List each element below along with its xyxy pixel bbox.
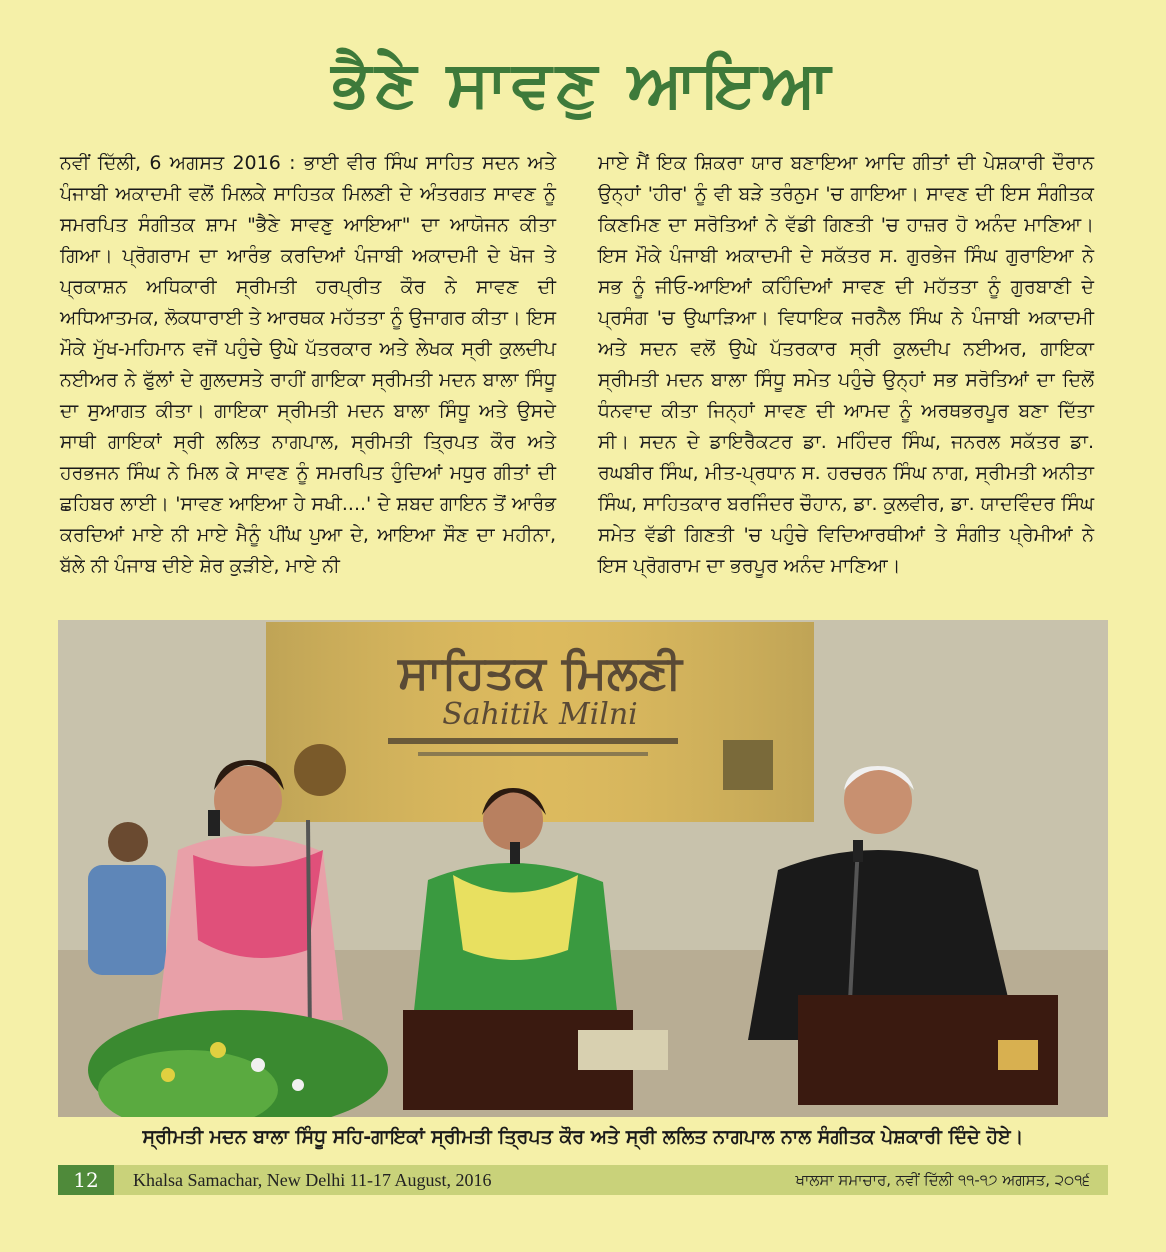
- footer-english-text: Khalsa Samachar, New Delhi 11-17 August, 2016: [133, 1170, 492, 1190]
- photo-caption: ਸ੍ਰੀਮਤੀ ਮਦਨ ਬਾਲਾ ਸਿੰਧੂ ਸਹਿ-ਗਾਇਕਾਂ ਸ੍ਰੀਮਤੀ ਤ੍ਰਿਪਤ ਕੌਰ ਅਤੇ ਸ੍ਰੀ ਲਲਿਤ ਨਾਗਪਾਲ ਨਾਲ ਸੰਗੀਤਕ ਪੇਸ਼ਕਾਰੀ ਦਿੰਦੇ ਹੋਏ।: [142, 1126, 1024, 1148]
- banner-subtitle: Sahitik Milni: [442, 697, 638, 732]
- event-photo: [58, 620, 1108, 1117]
- footer-punjabi-text: ਖਾਲਸਾ ਸਮਾਚਾਰ, ਨਵੀਂ ਦਿੱਲੀ ੧੧-੧੭ ਅਗਸਤ, ੨੦੧੬: [795, 1171, 1090, 1189]
- banner-title: ਸਾਹਿਤਕ ਮਿਲਣੀ: [398, 645, 682, 699]
- article-column-left: ਨਵੀਂ ਦਿੱਲੀ, 6 ਅਗਸਤ 2016 : ਭਾਈ ਵੀਰ ਸਿੰਘ ਸਾਹਿਤ ਸਦਨ ਅਤੇ ਪੰਜਾਬੀ ਅਕਾਦਮੀ ਵਲੋਂ ਮਿਲਕੇ ਸਾਹਿਤਕ ਮਿਲਣੀ ਦੇ ਅੰਤਰਗਤ ਸਾਵਣ ਨੂੰ ਸਮਰਪਿਤ ਸੰਗੀਤਕ ਸ਼ਾਮ "ਭੈਣੇ ਸਾਵਣੁ ਆਇਆ" ਦਾ ਆਯੋਜਨ ਕੀਤਾ ਗਿਆ। ਪ੍ਰੋਗਰਾਮ ਦਾ ਆਰੰਭ ਕਰਦਿਆਂ ਪੰਜਾਬੀ ਅਕਾਦਮੀ ਦੇ ਖੋਜ ਤੇ ਪ੍ਰਕਾਸ਼ਨ ਅਧਿਕਾਰੀ ਸ੍ਰੀਮਤੀ ਹਰਪ੍ਰੀਤ ਕੌਰ ਨੇ ਸਾਵਣ ਦੀ ਅਧਿਆਤਮਕ, ਲੋਕਧਾਰਾਈ ਤੇ ਆਰਥਕ ਮਹੱਤਤਾ ਨੂੰ ਉਜਾਗਰ ਕੀਤਾ। ਇਸ ਮੌਕੇ ਮੁੱਖ-ਮਹਿਮਾਨ ਵਜੋਂ ਪਹੁੰਚੇ ਉਘੇ ਪੱਤਰਕਾਰ ਅਤੇ ਲੇਖਕ ਸ੍ਰੀ ਕੁਲਦੀਪ ਨਈਅਰ ਨੇ ਫੁੱਲਾਂ ਦੇ ਗੁਲਦਸਤੇ ਰਾਹੀਂ ਗਾਇਕਾ ਸ੍ਰੀਮਤੀ ਮਦਨ ਬਾਲਾ ਸਿੰਧੂ ਦਾ ਸੁਆਗਤ ਕੀਤਾ। ਗਾਇਕਾ ਸ੍ਰੀਮਤੀ ਮਦਨ ਬਾਲਾ ਸਿੰਧੂ ਅਤੇ ਉਸਦੇ ਸਾਥੀ ਗਾਇਕਾਂ ਸ੍ਰੀ ਲਲਿਤ ਨਾਗਪਾਲ, ਸ੍ਰੀਮਤੀ ਤ੍ਰਿਪਤ ਕੌਰ ਅਤੇ ਹਰਭਜਨ ਸਿੰਘ ਨੇ ਮਿਲ ਕੇ ਸਾਵਣ ਨੂੰ ਸਮਰਪਿਤ ਹੁੰਦਿਆਂ ਮਧੁਰ ਗੀਤਾਂ ਦੀ ਛਹਿਬਰ ਲਾਈ। 'ਸਾਵਣ ਆਇਆ ਹੇ ਸਖੀ....' ਦੇ ਸ਼ਬਦ ਗਾਇਨ ਤੋਂ ਆਰੰਭ ਕਰਦਿਆਂ ਮਾਏ ਨੀ ਮਾਏ ਮੈਨੂੰ ਪੀਂਘ ਪੁਆ ਦੇ, ਆਇਆ ਸੌਣ ਦਾ ਮਹੀਨਾ, ਬੱਲੇ ਨੀ ਪੰਜਾਬ ਦੀਏ ਸ਼ੇਰ ਕੁੜੀਏ, ਮਾਏ ਨੀ: [60, 152, 556, 577]
- article-column-right: ਮਾਏ ਮੈਂ ਇਕ ਸ਼ਿਕਰਾ ਯਾਰ ਬਣਾਇਆ ਆਦਿ ਗੀਤਾਂ ਦੀ ਪੇਸ਼ਕਾਰੀ ਦੌਰਾਨ ਉਨ੍ਹਾਂ 'ਹੀਰ' ਨੂੰ ਵੀ ਬੜੇ ਤਰੰਨੁਮ 'ਚ ਗਾਇਆ। ਸਾਵਣ ਦੀ ਇਸ ਸੰਗੀਤਕ ਕਿਣਮਿਣ ਦਾ ਸਰੋਤਿਆਂ ਨੇ ਵੱਡੀ ਗਿਣਤੀ 'ਚ ਹਾਜ਼ਰ ਹੋ ਅਨੰਦ ਮਾਣਿਆ। ਇਸ ਮੌਕੇ ਪੰਜਾਬੀ ਅਕਾਦਮੀ ਦੇ ਸਕੱਤਰ ਸ. ਗੁਰਭੇਜ ਸਿੰਘ ਗੁਰਾਇਆ ਨੇ ਸਭ ਨੂੰ ਜੀਓ-ਆਇਆਂ ਕਹਿੰਦਿਆਂ ਸਾਵਣ ਦੀ ਮਹੱਤਤਾ ਨੂੰ ਗੁਰਬਾਣੀ ਦੇ ਪ੍ਰਸੰਗ 'ਚ ਉਘਾੜਿਆ। ਵਿਧਾਇਕ ਜਰਨੈਲ ਸਿੰਘ ਨੇ ਪੰਜਾਬੀ ਅਕਾਦਮੀ ਅਤੇ ਸਦਨ ਵਲੋਂ ਉਘੇ ਪੱਤਰਕਾਰ ਸ੍ਰੀ ਕੁਲਦੀਪ ਨਈਅਰ, ਗਾਇਕਾ ਸ੍ਰੀਮਤੀ ਮਦਨ ਬਾਲਾ ਸਿੰਧੂ ਸਮੇਤ ਪਹੁੰਚੇ ਉਨ੍ਹਾਂ ਸਭ ਸਰੋਤਿਆਂ ਦਾ ਦਿਲੋਂ ਧੰਨਵਾਦ ਕੀਤਾ ਜਿਨ੍ਹਾਂ ਸਾਵਣ ਦੀ ਆਮਦ ਨੂੰ ਅਰਥਭਰਪੂਰ ਬਣਾ ਦਿੱਤਾ ਸੀ। ਸਦਨ ਦੇ ਡਾਇਰੈਕਟਰ ਡਾ. ਮਹਿੰਦਰ ਸਿੰਘ, ਜਨਰਲ ਸਕੱਤਰ ਡਾ. ਰਘਬੀਰ ਸਿੰਘ, ਮੀਤ-ਪ੍ਰਧਾਨ ਸ. ਹਰਚਰਨ ਸਿੰਘ ਨਾਗ, ਸ੍ਰੀਮਤੀ ਅਨੀਤਾ ਸਿੰਘ, ਸਾਹਿਤਕਾਰ ਬਰਜਿੰਦਰ ਚੌਹਾਨ, ਡਾ. ਕੁਲਵੀਰ, ਡਾ. ਯਾਦਵਿੰਦਰ ਸਿੰਘ ਸਮੇਤ ਵੱਡੀ ਗਿਣਤੀ 'ਚ ਪਹੁੰਚੇ ਵਿਦਿਆਰਥੀਆਂ ਤੇ ਸੰਗੀਤ ਪ੍ਰੇਮੀਆਂ ਨੇ ਇਸ ਪ੍ਰੋਗਰਾਮ ਦਾ ਭਰਪੂਰ ਅਨੰਦ ਮਾਣਿਆ।: [598, 152, 1094, 577]
- headline: ਭੈਣੇ ਸਾਵਣੁ ਆਇਆ: [331, 48, 835, 122]
- page-number: 12: [58, 1165, 114, 1195]
- page-footer: [58, 1165, 1108, 1195]
- event-banner: [266, 622, 814, 822]
